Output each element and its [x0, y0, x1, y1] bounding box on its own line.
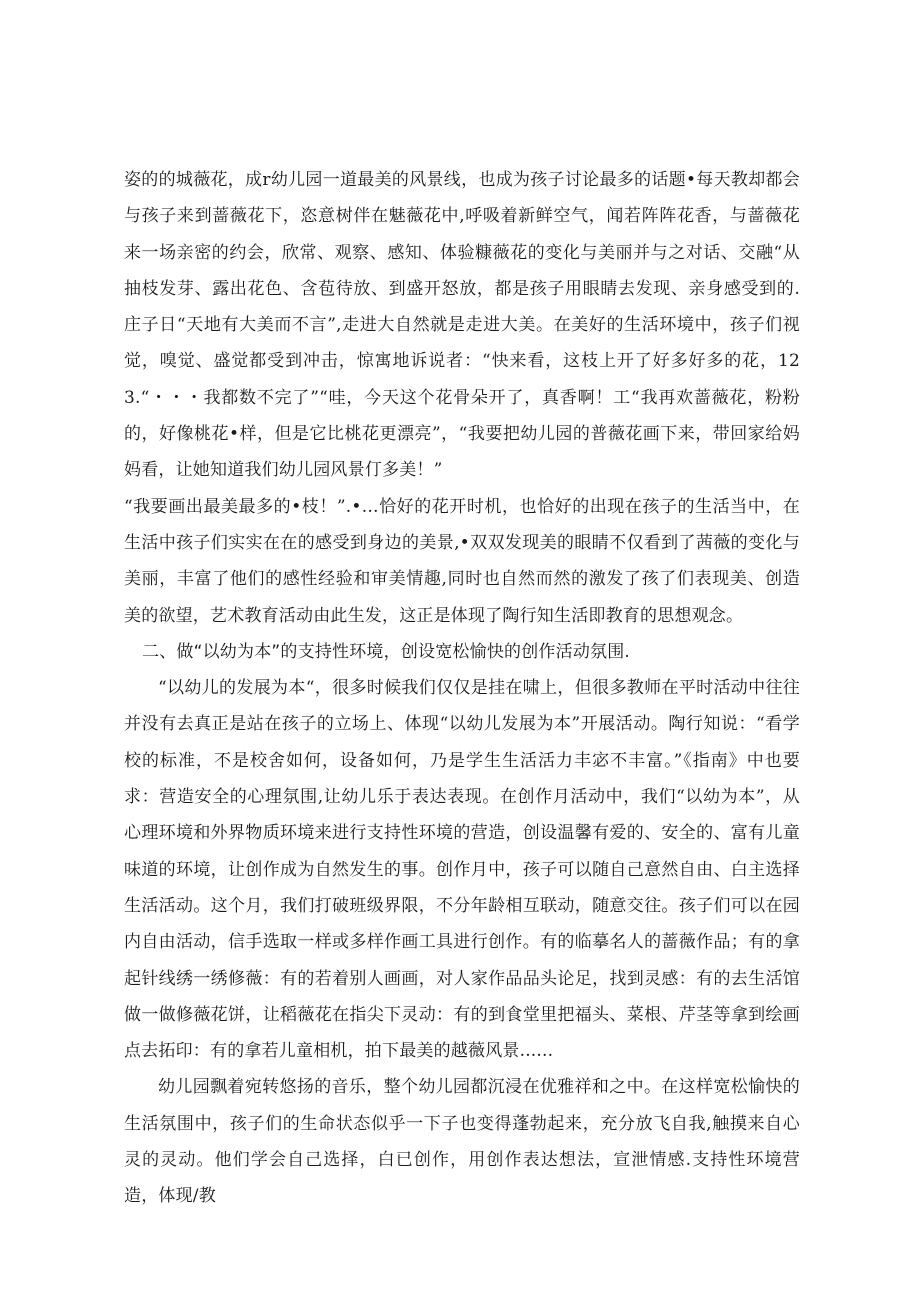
paragraph-4: 幼儿园飘着宛转悠扬的音乐，整个幼儿园都沉浸在优雅祥和之中。在这样宽松愉快的生活氛围中，孩子们的生命状态似乎一下子也变得蓬勃起来，充分放飞自我,触摸来自心灵的灵动。他们学会自己选择，白已创作，用创作表达想法，宣泄情感.支持性环境营造，体现/教 — [124, 1077, 800, 1207]
section-heading-2: 二、做“以幼为本”的支持性环境，创设宽松愉快的创作活动氛围. — [142, 641, 631, 662]
paragraph-1: 姿的的城薇花，成r幼儿园一道最美的风景线，也成为孩子讨论最多的话题•每天教却都会与孩子来到蔷薇花下，恣意树伴在魅薇花中,呼吸着新鲜空气，闻若阵阵花香，与蔷薇花来一场亲密的约会，欣常、观察、感知、体验糠薇花的变化与美丽并与之对话、交融“从抽枝发芽、露出花色、含苞待放、到盛开怒放，都是孩子用眼睛去发现、亲身感受到的.庄子日“天地有大美而不言”,走进大自然就是走进大美。在美好的生活环境中，孩子们视觉，嗅觉、盛觉都受到冲击，惊寓地诉说者：“快来看，这枝上开了好多好多的花，123.“・・・我都数不完了”“哇，今天这个花骨朵开了，真香啊！工“我再欢蔷薇花，粉粉的，好像桃花•样，但是它比桃花更漂亮”，“我要把幼儿园的普薇花画下来，带回家给妈妈看，让她知道我们幼儿园风景仃多美！” — [124, 170, 800, 481]
document-body — [124, 162, 800, 1215]
paragraph-3: “以幼儿的发展为本“，很多时候我们仅仅是挂在啸上，但很多教师在平时活动中往往并没有去真正是站在孩子的立场上、体现“以幼儿发展为本”开展活动。陶行知说：“看学校的标准，不是校舍如何，设备如何，乃是学生生活活力丰宓不丰富。”《指南》中也要求：营造安全的心理氛围,让幼儿乐于表达表现。在创作月活动中，我们“以幼为本”，从心理环境和外界物质环境来进行支持性环境的营造，创设温馨有爱的、安全的、富有儿童味道的环境，让创作成为自然发生的事。创作月中，孩子可以随自己意然自由、白主选择生活活动。这个月，我们打破班级界限，不分年龄相互联动，随意交往。孩子们可以在园内自由活动，信手选取一样或多样作画工具进行创作。有的临摹名人的蔷薇作品；有的拿起针线绣一绣修薇：有的若着别人画画，对人家作品品头论足，找到灵感：有的去生活馆做一做修薇花饼，让稻薇花在指尖下灵动：有的到食堂里把福头、菜根、芹茎等拿到绘画点去拓印：有的拿若儿童相机，拍下最美的越薇风景...... — [124, 678, 800, 1062]
paragraph-2: “我要画出最美最多的•枝！”.•…恰好的花开时机，也恰好的出现在孩子的生活当中，在生活中孩子们实实在在的感受到身边的美景,•双双发现美的眼睛不仅看到了茜薇的变化与美丽，丰富了他们的感性经验和审美情趣,同时也自然而然的激发了孩了们表现美、创造美的欲望，艺术教育活动由此生发，这正是体现了陶行知生活即教育的思想观念。 — [124, 496, 800, 626]
